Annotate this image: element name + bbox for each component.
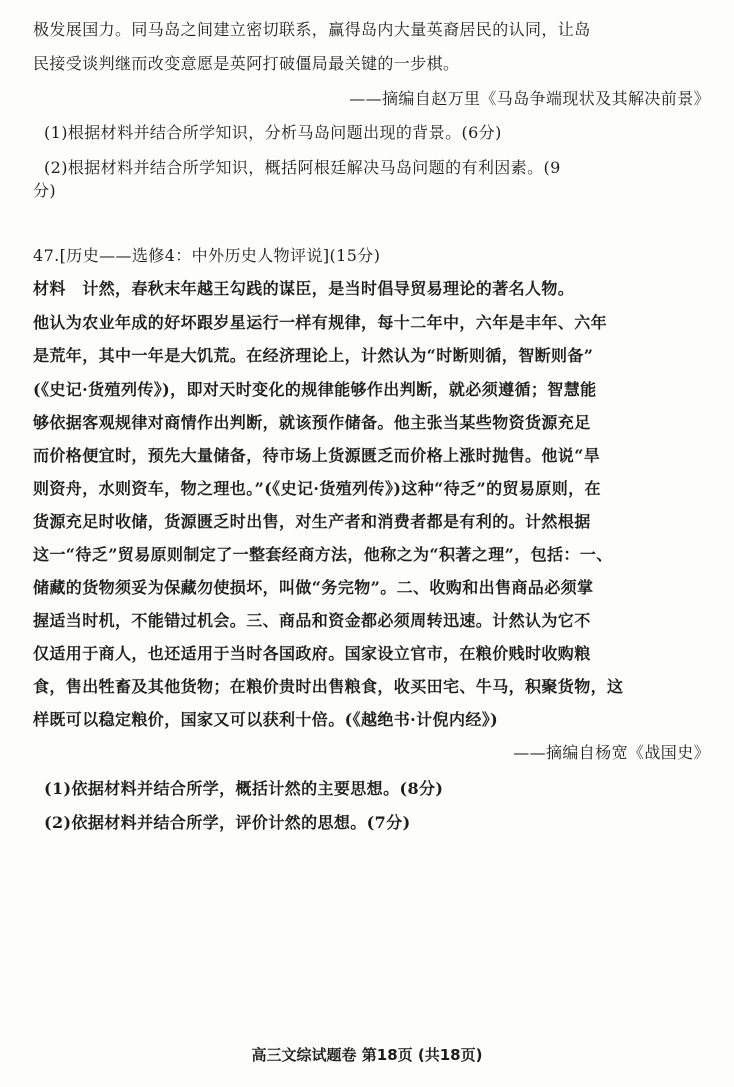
material-line-9: 这一“待乏”贸易原则制定了一整套经商方法，他称之为“积著之理”，包括：一、 — [33, 545, 613, 564]
question-46-2-line-2: 分) — [33, 181, 57, 200]
material-line-11: 握适当时机，不能错过机会。三、商品和资金都必须周转迅速。计然认为它不 — [33, 611, 591, 630]
question-47-1: (1)依据材料并结合所学，概括计然的主要思想。(8分) — [44, 779, 444, 798]
material-line-6: 而价格便宜时，预先大量储备，待市场上货源匮乏而价格上涨时抛售。他说“旱 — [33, 446, 601, 465]
material-line-5: 够依据客观规律对商情作出判断，就该预作储备。他主张当某些物资货源充足 — [33, 413, 591, 432]
material-line-7: 则资舟，水则资车，物之理也。”(《史记·货殖列传》)这种“待乏”的贸易原则，在 — [33, 479, 601, 498]
material-line-14: 样既可以稳定粮价，国家又可以获利十倍。(《越绝书·计倪内经》) — [33, 710, 499, 729]
material-line-3: 是荒年，其中一年是大饥荒。在经济理论上，计然认为“时断则循，智断则备” — [33, 346, 594, 365]
material-line-10: 储藏的货物须妥为保藏勿使损坏，叫做“务完物”。二、收购和出售商品必须掌 — [33, 578, 594, 597]
question-47-2: (2)依据材料并结合所学，评价计然的思想。(7分) — [44, 813, 411, 832]
question-46-1: (1)根据材料并结合所学知识，分析马岛问题出现的背景。(6分) — [44, 123, 502, 142]
question-47-title: 47.[历史——选修4：中外历史人物评说](15分) — [33, 246, 381, 265]
page-footer: 高三文综试题卷 第18页 (共18页) — [251, 1046, 483, 1064]
material-line-2: 他认为农业年成的好坏跟岁星运行一样有规律，每十二年中，六年是丰年、六年 — [33, 313, 608, 332]
source-citation-1: ——摘编自赵万里《马岛争端现状及其解决前景》 — [349, 89, 710, 108]
source-citation-2: ——摘编自杨宽《战国史》 — [513, 743, 710, 762]
material-line-13: 食，售出牲畜及其他货物；在粮价贵时出售粮食，收买田宅、牛马，积聚货物，这 — [33, 677, 624, 696]
material-line-8: 货源充足时收储，货源匮乏时出售，对生产者和消费者都是有利的。计然根据 — [33, 512, 591, 531]
material-line-4: (《史记·货殖列传》)，即对天时变化的规律能够作出判断，就必须遵循；智慧能 — [33, 380, 597, 399]
intro-line-1: 极发展国力。同马岛之间建立密切联系，赢得岛内大量英裔居民的认同，让岛 — [33, 20, 591, 39]
question-46-2-line-1: (2)根据材料并结合所学知识，概括阿根廷解决马岛问题的有利因素。(9 — [44, 158, 561, 177]
material-line-1: 材料 计然，春秋末年越王勾践的谋臣，是当时倡导贸易理论的著名人物。 — [33, 279, 575, 298]
intro-line-2: 民接受谈判继而改变意愿是英阿打破僵局最关键的一步棋。 — [33, 54, 460, 73]
material-line-12: 仅适用于商人，也还适用于当时各国政府。国家设立官市，在粮价贱时收购粮 — [33, 644, 591, 663]
